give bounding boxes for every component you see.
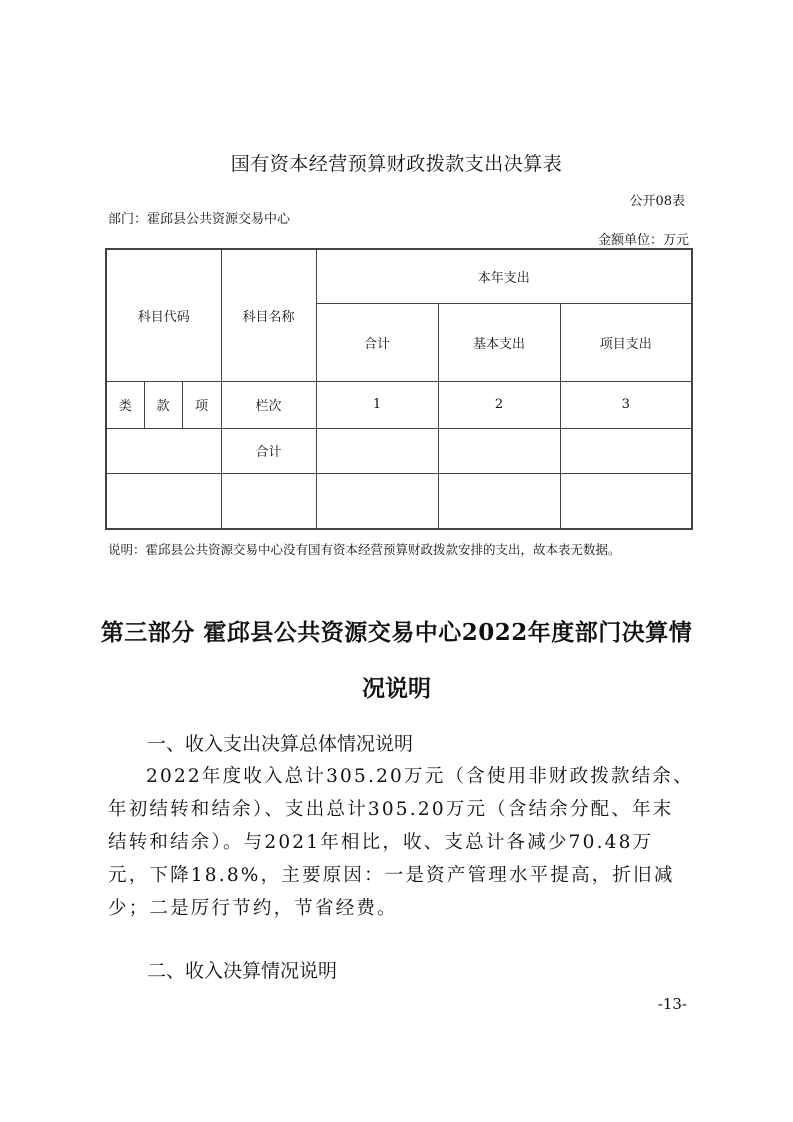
- header-subject-name: 科目名称: [221, 249, 316, 381]
- column-number-3: 3: [560, 381, 692, 428]
- table-row: [106, 473, 692, 529]
- header-section: 款: [144, 381, 182, 428]
- row-basic: [438, 473, 560, 529]
- form-code: 公开08表: [629, 194, 685, 209]
- row-name: [221, 473, 316, 529]
- header-item: 项: [182, 381, 221, 428]
- table-note: 说明：霍邱县公共资源交易中心没有国有资本经营预算财政拨款安排的支出，故本表无数据。: [108, 542, 621, 557]
- section-heading-1: 一、收入支出决算总体情况说明: [147, 733, 414, 755]
- department-label: 部门：霍邱县公共资源交易中心: [108, 212, 291, 227]
- part-heading-continued: 况说明: [362, 675, 431, 702]
- part-heading: 第三部分 霍邱县公共资源交易中心2022年度部门决算情: [100, 619, 693, 646]
- budget-table: [105, 248, 693, 530]
- row-name: 合计: [221, 428, 316, 473]
- row-code: [106, 428, 221, 473]
- row-basic: [438, 428, 560, 473]
- section-heading-2: 二、收入决算情况说明: [147, 960, 338, 982]
- row-project: [560, 473, 692, 529]
- table-row: [106, 428, 692, 473]
- column-number-2: 2: [438, 381, 560, 428]
- header-basic-expense: 基本支出: [438, 303, 560, 381]
- header-year-expense: 本年支出: [316, 249, 692, 303]
- page-number: -13-: [657, 995, 687, 1013]
- header-subject-code: 科目代码: [106, 249, 221, 381]
- header-category: 类: [106, 381, 144, 428]
- table-title: 国有资本经营预算财政拨款支出决算表: [230, 153, 563, 175]
- section-1-paragraph: 2022年度收入总计305.20万元（含使用非财政拨款结余、年初结转和结余）、支出总计305.20万元（含结余分配、年末结转和结余）。与2021年相比，收、支总计各减少70.48万元，下降18.8%，主要原因：一是资产管理水平提高，折旧减少；二是厉行节约，节省经费。: [108, 766, 694, 919]
- row-total: [316, 473, 438, 529]
- row-project: [560, 428, 692, 473]
- row-code: [106, 473, 221, 529]
- header-project-expense: 项目支出: [560, 303, 692, 381]
- amount-unit-label: 金额单位：万元: [597, 233, 689, 248]
- column-number-label: 栏次: [221, 381, 316, 428]
- column-number-1: 1: [316, 381, 438, 428]
- row-total: [316, 428, 438, 473]
- header-total: 合计: [316, 303, 438, 381]
